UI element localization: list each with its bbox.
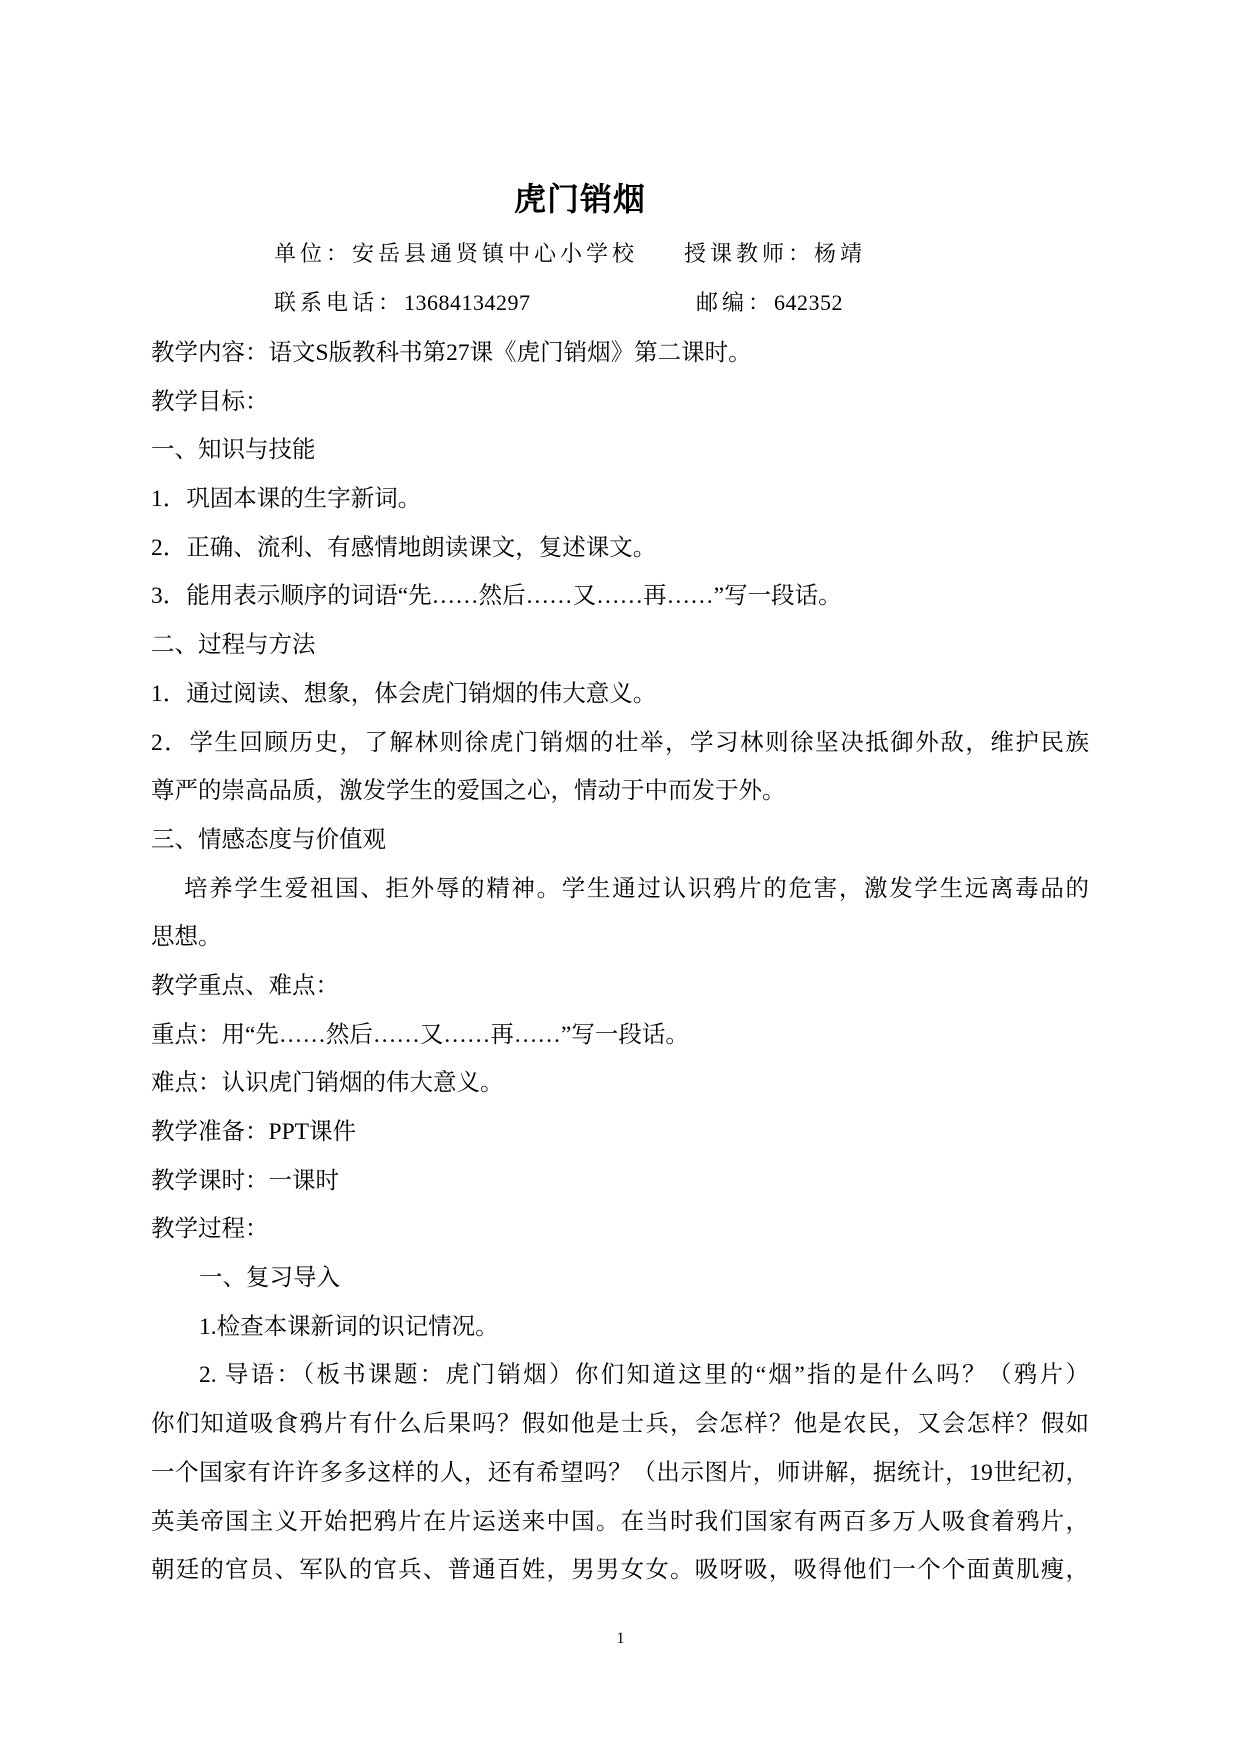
- preparation-line: 教学准备：PPT课件: [151, 1119, 356, 1145]
- phone-label: 联系电话：: [274, 291, 405, 316]
- teacher-info: [684, 240, 866, 270]
- teacher-value: 杨靖: [814, 242, 867, 267]
- review-step-1: 1.检查本课新词的识记情况。: [199, 1313, 499, 1340]
- knowledge-item-1: 1．巩固本课的生字新词。: [151, 486, 422, 513]
- key-points-section: [0, 962, 1241, 1108]
- duration-line: 教学课时：一课时: [151, 1167, 339, 1194]
- review-step-2-line-3: 一个国家有许许多多这样的人，还有希望吗？（出示图片，师讲解，据统计，19世纪初，: [151, 1459, 1089, 1486]
- review-step-2-line-4: 英美帝国主义开始把鸦片在片运送来中国。在当时我们国家有两百多万人吸食着鸦片，: [151, 1508, 1089, 1535]
- postcode-value: 642352: [774, 290, 844, 315]
- unit-label: 单位：: [274, 242, 353, 267]
- attitude-paragraph-line-1: 培养学生爱祖国、拒外辱的精神。学生通过认识鸦片的危害，激发学生远离毒品的: [184, 875, 1089, 902]
- review-intro-heading: 一、复习导入: [199, 1265, 340, 1292]
- unit-value: 安岳县通贤镇中心小学校: [352, 242, 639, 267]
- teaching-content-section: [0, 329, 1241, 378]
- knowledge-skills-heading: 一、知识与技能: [151, 437, 316, 464]
- process-method-heading: 二、过程与方法: [151, 632, 316, 659]
- teaching-objectives-section: [0, 378, 1241, 962]
- knowledge-item-2: 2．正确、流利、有感情地朗读课文，复述课文。: [151, 534, 657, 561]
- process-item-2-line-2: 尊严的崇高品质，激发学生的爱国之心，情动于中而发于外。: [151, 778, 786, 805]
- review-step-2-line-2: 你们知道吸食鸦片有什么后果吗？假如他是士兵，会怎样？他是农民，又会怎样？假如: [151, 1411, 1089, 1438]
- key-points-heading: 教学重点、难点：: [151, 972, 339, 999]
- knowledge-item-3: 3．能用表示顺序的词语“先……然后……又……再……”写一段话。: [151, 583, 842, 610]
- review-step-2-line-1: 2. 导语：（板书课题：虎门销烟）你们知道这里的“烟”指的是什么吗？（鸦片）: [199, 1362, 1089, 1389]
- preparation-section: [0, 1108, 1241, 1205]
- procedure-heading: 教学过程：: [151, 1216, 269, 1243]
- attitude-values-heading: 三、情感态度与价值观: [151, 826, 386, 853]
- difficulty-line: 难点：认识虎门销烟的伟大意义。: [151, 1070, 504, 1097]
- teaching-content-line: 教学内容：语文S版教科书第27课《虎门销烟》第二课时。: [151, 340, 752, 366]
- attitude-paragraph-line-2: 思想。: [151, 924, 222, 951]
- document-title: 虎门销烟: [514, 180, 647, 218]
- key-point-line: 重点：用“先……然后……又……再……”写一段话。: [151, 1021, 689, 1048]
- postcode-info: [696, 288, 843, 318]
- phone-value: 13684134297: [404, 290, 531, 315]
- teacher-label: 授课教师：: [684, 242, 815, 267]
- page-number: 1: [616, 1630, 625, 1647]
- unit-info: [274, 240, 638, 270]
- process-item-2-line-1: 2．学生回顾历史，了解林则徐虎门销烟的壮举，学习林则徐坚决抵御外敌，维护民族: [151, 729, 1089, 756]
- process-item-1: 1．通过阅读、想象，体会虎门销烟的伟大意义。: [151, 680, 657, 707]
- postcode-label: 邮编：: [696, 291, 775, 316]
- objectives-heading: 教学目标：: [151, 388, 269, 415]
- phone-info: [274, 288, 531, 318]
- teaching-procedure-section: [0, 1205, 1241, 1595]
- lesson-body: [0, 329, 1241, 1595]
- review-step-2-line-5: 朝廷的官员、军队的官兵、普通百姓，男男女女。吸呀吸，吸得他们一个个面黄肌瘦，: [151, 1557, 1089, 1584]
